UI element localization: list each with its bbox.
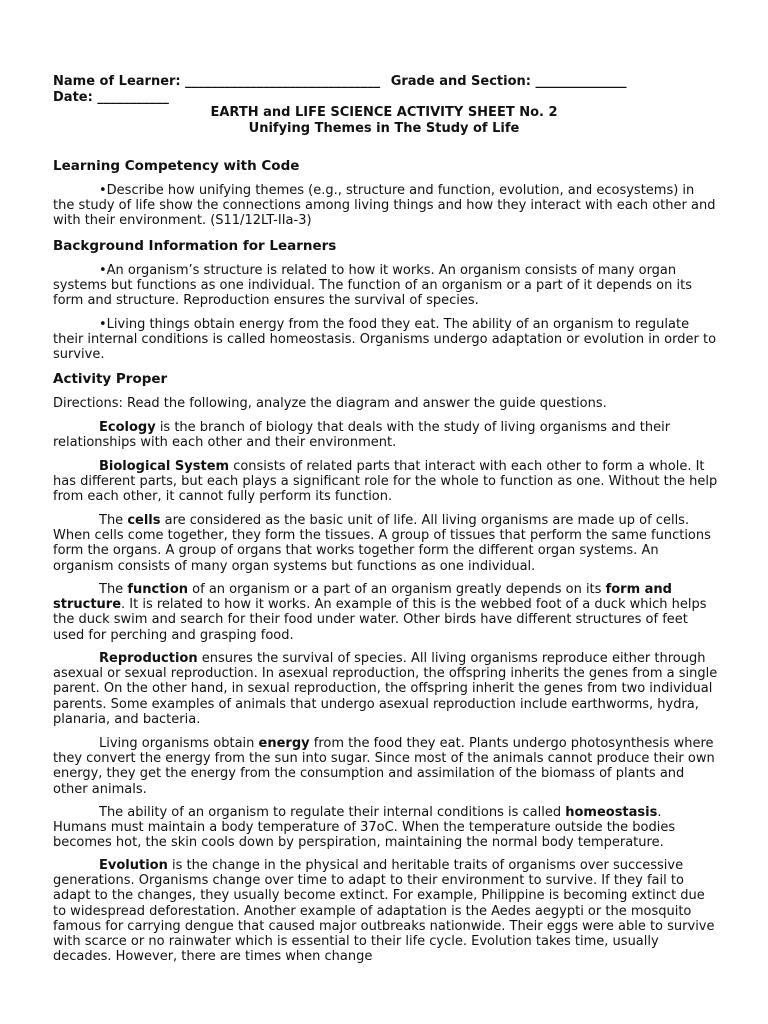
- biological-system-paragraph: Biological System consists of related parts that interact with each other to form a whole. It has different parts, but each plays a significant role for the whole to function as one. Without the help from each other, it cannot fully perform its function.: [53, 459, 718, 505]
- directions-text: Directions: Read the following, analyze the diagram and answer the guide questions.: [53, 396, 607, 411]
- evolution-paragraph: Evolution is the change in the physical and heritable traits of organisms over successive generations. Organisms change over time to adapt to their environment to survive. If they fail to adapt to the changes, they usually become extinct. For example, Philippine is becoming extinct due to widespread deforestation. Another example of adaptation is the Aedes aegypti or the mosquito famous for carrying dengue that caused major outbreaks nationwide. Their eggs were able to survive with scarce or no rainwater which is essential to their life cycle. Evolution takes time, usually decades. However, there are times when change: [53, 858, 715, 965]
- function-paragraph: The function of an organism or a part of an organism greatly depends on its form and structure. It is related to how it works. An example of this is the webbed foot of a duck which helps the duck swim and search for their food under water. Other birds have different structures of feet used for perching and grasping food.: [53, 582, 707, 643]
- reproduction-paragraph: Reproduction ensures the survival of species. All living organisms reproduce either through asexual or sexual reproduction. In asexual reproduction, the offspring inherits the genes from a single parent. On the other hand, in sexual reproduction, the offspring inherit the genes from two individual parents. Some examples of animals that undergo asexual reproduction include earthworms, hydra, planaria, and bacteria.: [53, 651, 718, 727]
- activity-heading: Activity Proper: [53, 371, 168, 387]
- background-paragraph-1: •An organism’s structure is related to how it works. An organism consists of many organ systems but functions as one individual. The function of an organism or a part of it depends on its form and structure. Reproduction ensures the survival of species.: [53, 263, 692, 309]
- ecology-paragraph: Ecology is the branch of biology that deals with the study of living organisms and their relationships with each other and their environment.: [53, 420, 671, 451]
- learner-line: [53, 74, 627, 89]
- background-paragraph-2: •Living things obtain energy from the food they eat. The ability of an organism to regulate their internal conditions is called homeostasis. Organisms undergo adaptation or evolution in order to survive.: [53, 317, 717, 363]
- cells-paragraph: The cells are considered as the basic unit of life. All living organisms are made up of cells. When cells come together, they form the tissues. A group of tissues that perform the same functions form the organs. A group of organs that works together form the different organ systems. An organism consists of many organ systems but functions as one individual.: [53, 513, 711, 574]
- background-heading: Background Information for Learners: [53, 238, 337, 254]
- date-field[interactable]: Date: ___________: [53, 90, 169, 105]
- sheet-subtitle: Unifying Themes in The Study of Life: [248, 121, 520, 136]
- energy-paragraph: Living organisms obtain energy from the food they eat. Plants undergo photosynthesis where they convert the energy from the sun into sugar. Since most of the animals cannot produce their own energy, they get the energy from the consumption and assimilation of the biomass of plants and other animals.: [53, 736, 715, 797]
- grade-section-field[interactable]: Grade and Section: ______________: [390, 74, 627, 89]
- competency-text: •Describe how unifying themes (e.g., structure and function, evolution, and ecosystems) in the study of life show the connections among living things and how they interact with each other and with their environment. (S11/12LT-IIa-3): [53, 183, 716, 229]
- name-of-learner-field[interactable]: Name of Learner: ______________________________: [53, 74, 381, 89]
- competency-heading: Learning Competency with Code: [53, 158, 300, 174]
- homeostasis-paragraph: The ability of an organism to regulate their internal conditions is called homeostasis. Humans must maintain a body temperature of 37oC. When the temperature outside the bodies becomes hot, the skin cools down by perspiration, maintaining the normal body temperature.: [53, 805, 676, 851]
- sheet-title: EARTH and LIFE SCIENCE ACTIVITY SHEET No. 2: [210, 105, 558, 120]
